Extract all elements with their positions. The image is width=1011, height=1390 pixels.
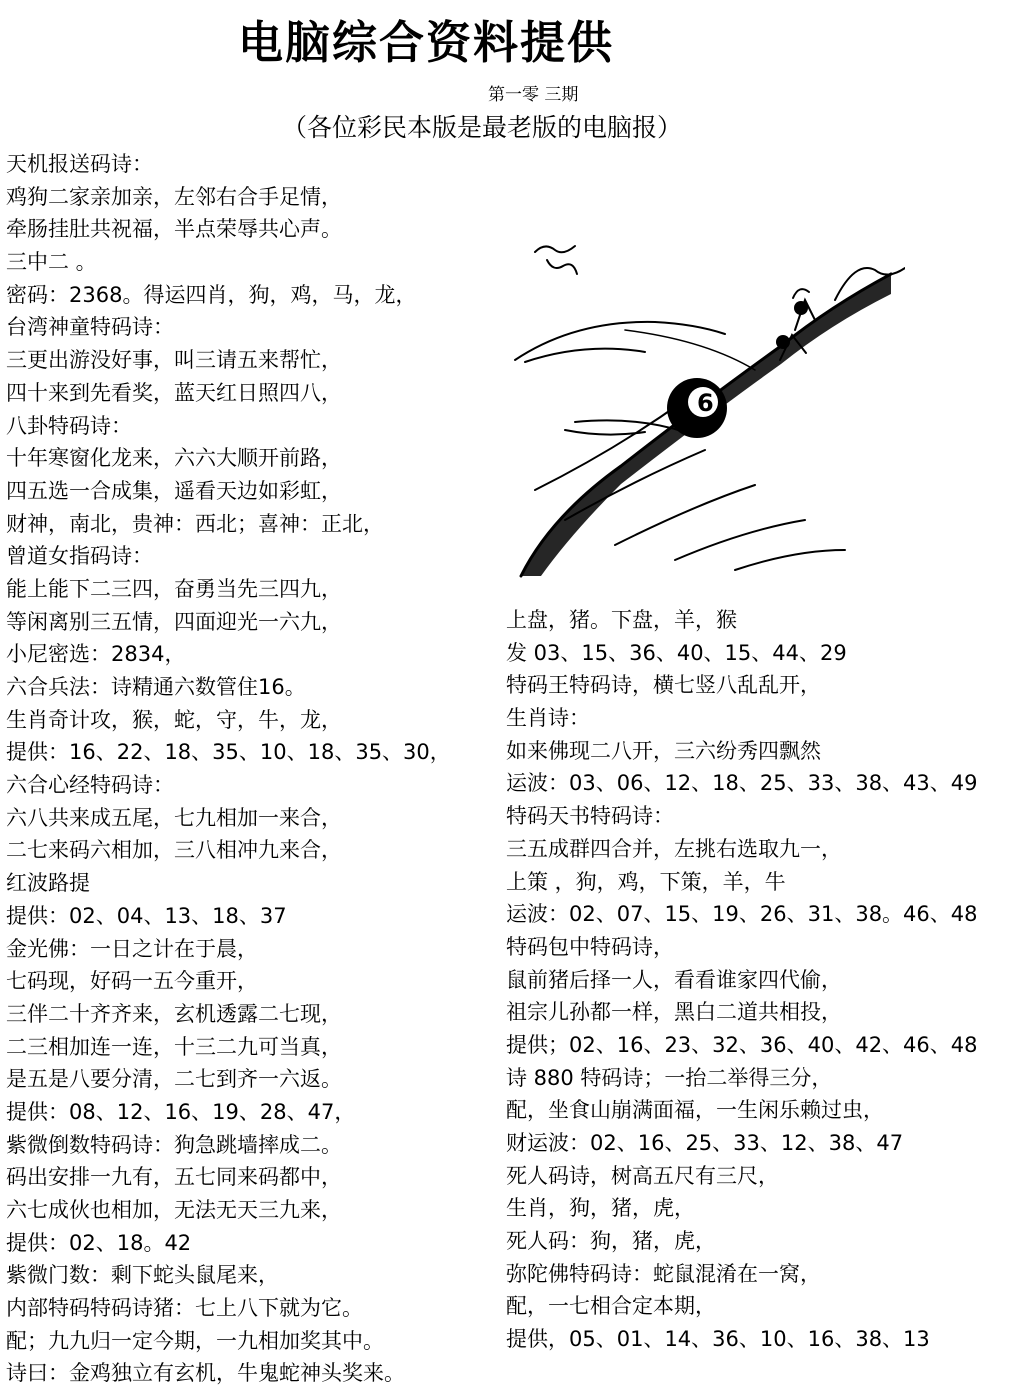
text-line: 紫微门数：剩下蛇头鼠尾来， [6, 1263, 279, 1288]
text-line: 是五是八要分清，二七到齐一六返。 [6, 1067, 342, 1092]
text-line: 生肖，狗，猪，虎， [506, 1196, 695, 1221]
text-line: 台湾神童特码诗： [6, 315, 174, 340]
text-line: 四十来到先看奖，蓝天红日照四八， [6, 380, 342, 405]
text-line: 六八共来成五尾，七九相加一来合， [6, 805, 342, 830]
text-line: 财神，南北，贵神：西北；喜神：正北， [6, 511, 384, 536]
text-line: 弥陀佛特码诗：蛇鼠混淆在一窝， [506, 1261, 821, 1286]
right-column [506, 604, 1006, 1356]
issue-number: 第一零 三期 [488, 85, 579, 105]
text-line: 牵肠挂肚共祝福，半点荣辱共心声。 [6, 217, 342, 242]
text-line: 祖宗儿孙都一样，黑白二道共相投， [506, 1000, 842, 1025]
text-line: 二三相加连一连，十三二九可当真， [6, 1034, 342, 1059]
text-line: 运波：03、06、12、18、25、33、38、43、49 [506, 771, 978, 796]
text-line: 内部特码特码诗猪：七上八下就为它。 [6, 1296, 363, 1321]
text-line: 配，坐食山崩满面福，一生闲乐赖过虫， [506, 1098, 884, 1123]
text-line: 死人码：狗，猪，虎， [506, 1229, 716, 1254]
text-line: 三伴二十齐齐来，玄机透露二七现， [6, 1001, 342, 1026]
text-line: 特码天书特码诗： [506, 804, 674, 829]
text-line: 等闲离别三五情，四面迎光一六九， [6, 609, 342, 634]
text-line: 金光佛：一日之计在于晨， [6, 936, 258, 961]
text-line: 码出安排一九有，五七同来码都中， [6, 1165, 342, 1190]
text-line: 四五选一合成集，遥看天边如彩虹， [6, 478, 342, 503]
text-line: 配；九九归一定今期，一九相加奖其中。 [6, 1328, 384, 1353]
text-line: 紫微倒数特码诗：狗急跳墙摔成二。 [6, 1132, 342, 1157]
text-line: 发 03、15、36、40、15、44、29 [506, 640, 847, 665]
text-line: 提供：16、22、18、35、10、18、35、30， [6, 740, 451, 765]
text-line: 提供：08、12、16、19、28、47， [6, 1099, 356, 1124]
text-line: 提供：02、04、13、18、37 [6, 903, 287, 928]
text-line: 三更出游没好事，叫三请五来帮忙， [6, 348, 342, 373]
page-subtitle: （各位彩民本版是最老版的电脑报） [282, 113, 683, 142]
text-line: 死人码诗，树高五尺有三尺， [506, 1163, 779, 1188]
text-line: 曾道女指码诗： [6, 544, 153, 569]
text-line: 诗 880 特码诗；一抬二举得三分， [506, 1065, 833, 1090]
text-line: 三中二 。 [6, 250, 97, 275]
text-line: 运波：02、07、15、19、26、31、38。46、48 [506, 902, 978, 927]
text-line: 上盘，猪。下盘，羊，猴 [506, 608, 737, 632]
text-line: 提供：02、18。42 [6, 1230, 192, 1255]
text-line: 鼠前猪后择一人，看看谁家四代偷， [506, 967, 842, 992]
page-title: 电脑综合资料提供 [238, 16, 615, 69]
ball-number: 6 [697, 389, 714, 417]
text-line: 小尼密选：2834， [6, 642, 186, 667]
text-line: 上策 ，狗，鸡，下策，羊，牛 [506, 869, 786, 894]
text-line: 如来佛现二八开，三六纷秀四飘然 [506, 738, 821, 763]
text-line: 天机报送码诗： [6, 152, 153, 176]
text-line: 八卦特码诗： [6, 413, 132, 438]
text-line: 鸡狗二家亲加亲，左邻右合手足情， [6, 184, 342, 209]
text-line: 红波路提 [6, 871, 90, 896]
text-line: 诗曰：金鸡独立有玄机，牛鬼蛇神头奖来。 [6, 1361, 405, 1386]
text-line: 十年寒窗化龙来，六六大顺开前路， [6, 446, 342, 471]
left-column [6, 148, 486, 1390]
text-line: 提供；02、16、23、32、36、40、42、46、48 [506, 1032, 978, 1057]
text-line: 生肖诗： [506, 706, 590, 731]
text-line: 六合兵法：诗精通六数管住16。 [6, 675, 306, 699]
text-line: 六合心经特码诗： [6, 773, 174, 798]
text-line: 配，一七相合定本期， [506, 1294, 716, 1319]
text-line: 七码现，好码一五今重开， [6, 969, 258, 994]
text-line: 密码：2368。得运四肖，狗，鸡，马，龙， [6, 282, 417, 307]
text-line: 能上能下二三四，奋勇当先三四九， [6, 576, 342, 601]
text-line: 三五成群四合并，左挑右选取九一， [506, 836, 842, 861]
text-line: 特码王特码诗，横七竖八乱乱开， [506, 673, 821, 698]
cartoon-illustration [505, 190, 905, 580]
text-line: 生肖奇计攻，猴，蛇，守，牛，龙， [6, 707, 342, 732]
text-line: 六七成伙也相加，无法无天三九来， [6, 1198, 342, 1222]
text-line: 提供，05、01、14、36、10、16、38、13 [506, 1327, 930, 1352]
text-line: 财运波：02、16、25、33、12、38、47 [506, 1131, 904, 1155]
text-line: 特码包中特码诗， [506, 934, 674, 959]
text-line: 二七来码六相加，三八相冲九来合， [6, 838, 342, 863]
